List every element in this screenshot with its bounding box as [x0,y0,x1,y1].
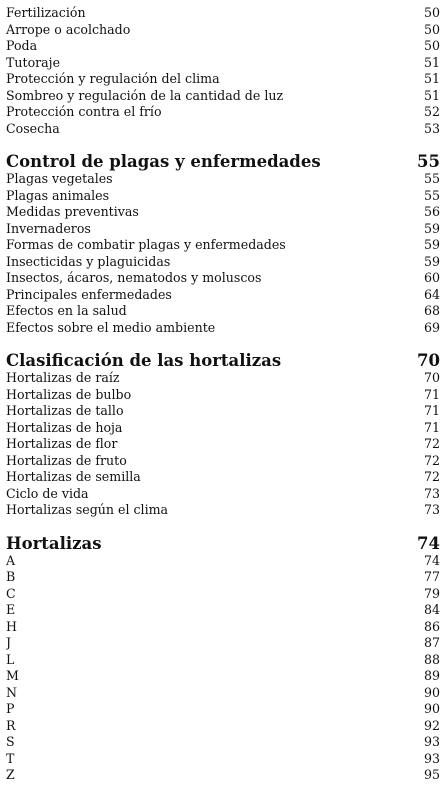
toc-entry-arrope-o-acolchado[interactable] [6,22,440,39]
toc-entry-page-number: 88 [423,651,440,667]
toc-entry-page-number: 52 [423,104,440,119]
toc-entry-r[interactable] [6,718,440,735]
toc-entry-z[interactable] [6,767,440,784]
toc-entry-page-number: 72 [423,436,440,451]
toc-entry-page-number: 50 [423,38,440,53]
toc-entry-t[interactable] [6,751,440,768]
toc-entry-efectos-sobre-el-medio-ambiente[interactable] [6,320,440,337]
toc-entry-label: Efectos sobre el medio ambiente [6,319,216,335]
toc-entry-page-number: 84 [423,602,440,617]
toc-entry-c[interactable] [6,586,440,603]
section-heading[interactable] [6,152,440,171]
toc-entry-a[interactable] [6,553,440,570]
toc-entry-hortalizas-de-semilla[interactable] [6,469,440,486]
toc-entry-page-number: 68 [423,303,440,318]
toc-entry-page-number: 51 [423,87,440,103]
toc-entry-cosecha[interactable] [6,121,440,138]
toc-entry-label: Insecticidas y plaguicidas [6,253,171,269]
toc-entry-label: Z [6,767,15,782]
toc-entry-page-number: 60 [423,270,440,285]
section-title: Hortalizas [6,533,102,553]
toc-entry-insectos-acaros-nematodos-y-moluscos[interactable] [6,270,440,287]
toc-entry-label: A [6,552,16,568]
toc-entry-label: Protección y regulación del clima [6,71,220,86]
toc-entry-formas-de-combatir-plagas-y-enfermedades[interactable] [6,237,440,254]
toc-entry-insecticidas-y-plaguicidas[interactable] [6,254,440,271]
toc-entry-hortalizas-de-tallo[interactable] [6,403,440,420]
toc-entry-label: Hortalizas de semilla [6,469,141,484]
toc-entry-label: Protección contra el frío [6,104,162,119]
toc-entry-plagas-animales[interactable] [6,188,440,205]
toc-entry-label: Insectos, ácaros, nematodos y moluscos [6,270,262,285]
toc-entry-b[interactable] [6,569,440,586]
toc-entry-page-number: 59 [423,237,440,252]
toc-entry-page-number: 64 [423,286,440,302]
toc-entry-tutoraje[interactable] [6,55,440,72]
toc-entry-label: J [6,635,12,650]
toc-entry-page-number: 55 [423,187,440,203]
toc-entry-label: Ciclo de vida [6,485,89,501]
toc-entry-label: Cosecha [6,120,60,136]
toc-entry-page-number: 95 [423,767,440,782]
toc-entry-page-number: 72 [423,452,440,468]
toc-entry-page-number: 50 [423,5,440,20]
toc-entry-page-number: 74 [423,552,440,568]
toc-entry-hortalizas-de-fruto[interactable] [6,453,440,470]
toc-entry-label: Hortalizas de flor [6,436,118,451]
toc-entry-m[interactable] [6,668,440,685]
toc-entry-ciclo-de-vida[interactable] [6,486,440,503]
toc-entry-page-number: 73 [423,485,440,501]
toc-section-clasificacion-de-las-hortalizas [6,351,440,519]
toc-entry-page-number: 59 [423,253,440,269]
toc-entry-label: R [6,717,16,733]
toc-entry-page-number: 72 [423,469,440,484]
toc-entry-medidas-preventivas[interactable] [6,204,440,221]
toc-entry-label: S [6,734,15,749]
table-of-contents [6,5,440,784]
section-title: Control de plagas y enfermedades [6,152,321,171]
section-title: Clasificación de las hortalizas [6,351,282,370]
toc-entry-page-number: 69 [423,319,440,335]
toc-entry-label: H [6,618,17,634]
toc-entry-l[interactable] [6,652,440,669]
toc-entry-page-number: 90 [423,701,440,716]
toc-entry-page-number: 51 [423,71,440,86]
toc-entry-label: Fertilización [6,5,86,20]
toc-entry-label: T [6,750,15,766]
toc-entry-page-number: 55 [423,171,440,186]
toc-entry-label: Principales enfermedades [6,286,172,302]
toc-entry-hortalizas-de-raiz[interactable] [6,370,440,387]
toc-entry-page-number: 51 [423,54,440,70]
toc-entry-page-number: 92 [423,717,440,733]
toc-entry-page-number: 56 [423,204,440,219]
toc-section-hortalizas [6,534,440,784]
toc-section-control-de-plagas-y-enfermedades [6,152,440,336]
toc-entry-page-number: 86 [423,618,440,634]
toc-entry-label: Plagas vegetales [6,171,113,186]
toc-entry-page-number: 59 [423,220,440,236]
toc-entry-label: Hortalizas de fruto [6,452,127,468]
toc-entry-s[interactable] [6,734,440,751]
toc-entry-label: P [6,701,15,716]
toc-entry-label: Poda [6,38,38,53]
toc-entry-efectos-en-la-salud[interactable] [6,303,440,320]
toc-entry-page-number: 50 [423,21,440,37]
toc-entry-label: Tutoraje [6,54,61,70]
toc-entry-label: Medidas preventivas [6,204,139,219]
toc-entry-principales-enfermedades[interactable] [6,287,440,304]
toc-entry-label: B [6,569,16,584]
toc-entry-proteccion-contra-el-frio[interactable] [6,104,440,121]
toc-entry-fertilizacion[interactable] [6,5,440,22]
toc-entry-label: Hortalizas de bulbo [6,386,132,402]
toc-entry-label: Invernaderos [6,220,91,236]
toc-entry-h[interactable] [6,619,440,636]
toc-entry-label: Hortalizas de hoja [6,419,123,435]
toc-entry-page-number: 77 [423,569,440,584]
toc-entry-page-number: 71 [423,419,440,435]
toc-entry-label: Hortalizas de raíz [6,370,120,385]
toc-entry-label: N [6,684,18,700]
toc-entry-label: M [6,668,19,683]
toc-entry-invernaderos[interactable] [6,221,440,238]
intro-entries [6,5,440,137]
toc-entry-page-number: 70 [423,370,440,385]
toc-entry-plagas-vegetales[interactable] [6,171,440,188]
toc-entry-label: Hortalizas de tallo [6,403,124,418]
toc-entry-e[interactable] [6,602,440,619]
toc-sections [6,152,440,784]
section-page-number: 55 [417,152,440,171]
section-heading[interactable] [6,351,440,370]
toc-entry-label: L [6,651,15,667]
toc-entry-page-number: 93 [423,734,440,749]
toc-entry-page-number: 79 [423,585,440,601]
toc-entry-page-number: 93 [423,750,440,766]
toc-entry-page-number: 90 [423,684,440,700]
toc-entry-proteccion-y-regulacion-del-clima[interactable] [6,71,440,88]
toc-entry-hortalizas-segun-el-clima[interactable] [6,502,440,519]
toc-entry-label: Hortalizas según el clima [6,502,169,517]
toc-entry-poda[interactable] [6,38,440,55]
toc-entry-p[interactable] [6,701,440,718]
toc-entry-hortalizas-de-hoja[interactable] [6,420,440,437]
section-page-number: 74 [417,533,440,553]
section-page-number: 70 [417,351,440,370]
toc-entry-label: Plagas animales [6,187,110,203]
toc-entry-page-number: 87 [423,635,440,650]
toc-entry-hortalizas-de-bulbo[interactable] [6,387,440,404]
toc-entry-sombreo-y-regulacion-de-la-cantidad-de-luz[interactable] [6,88,440,105]
toc-entry-page-number: 71 [423,403,440,418]
toc-entry-j[interactable] [6,635,440,652]
toc-entry-label: Formas de combatir plagas y enfermedades [6,237,286,252]
toc-entry-page-number: 73 [423,502,440,517]
toc-entry-hortalizas-de-flor[interactable] [6,436,440,453]
toc-entry-label: Efectos en la salud [6,303,127,318]
toc-entry-label: C [6,585,16,601]
toc-entry-page-number: 53 [423,120,440,136]
toc-entry-page-number: 71 [423,386,440,402]
toc-entry-n[interactable] [6,685,440,702]
toc-entry-label: E [6,602,16,617]
toc-entry-label: Arrope o acolchado [6,21,131,37]
section-heading[interactable] [6,534,440,553]
toc-entry-page-number: 89 [423,668,440,683]
toc-entry-label: Sombreo y regulación de la cantidad de luz [6,87,284,103]
